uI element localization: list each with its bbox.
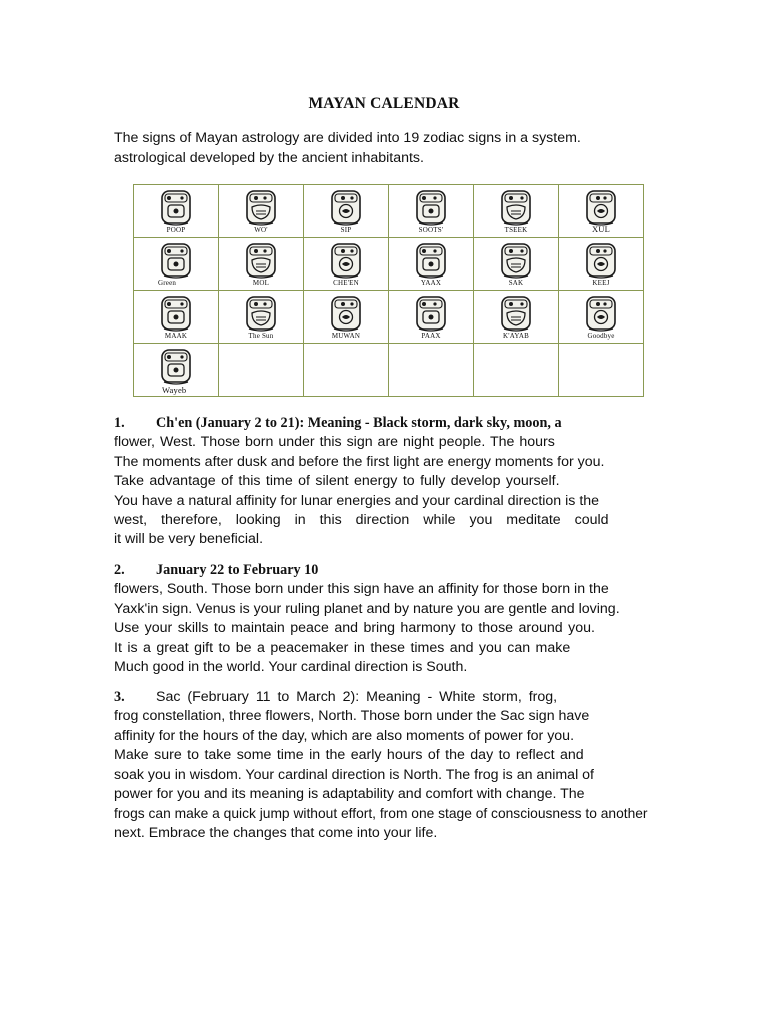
section-line: It is a great gift to be a peacemaker in these times and you can make <box>114 639 571 656</box>
glyph-cell <box>474 238 559 291</box>
glyph-cell <box>134 238 219 291</box>
section-heading <box>114 561 684 580</box>
glyph-label: WO' <box>254 226 268 234</box>
empty-cell <box>559 344 644 397</box>
glyph-label: The Sun <box>248 332 274 340</box>
document-title: MAYAN CALENDAR <box>308 95 460 112</box>
section-number: 1. <box>114 415 125 431</box>
section-line: power for you and its meaning is adaptability and comfort with change. The <box>114 786 585 803</box>
mayan-glyph-icon <box>243 295 279 333</box>
glyph-table-row <box>134 344 644 397</box>
mayan-glyph-icon <box>243 189 279 227</box>
glyph-cell <box>389 238 474 291</box>
glyph-label: Wayeb <box>162 385 187 395</box>
empty-cell <box>219 344 304 397</box>
mayan-glyph-icon <box>498 189 534 227</box>
glyph-label: MOL <box>252 279 270 287</box>
empty-cell <box>474 344 559 397</box>
glyph-label: TSEEK <box>504 226 528 234</box>
glyph-cell <box>304 291 389 344</box>
glyph-label: PAAX <box>421 332 441 340</box>
glyph-cell <box>219 238 304 291</box>
section-line: Make sure to take some time in the early hours of the day to reflect and <box>114 747 584 764</box>
section-chen <box>114 414 684 550</box>
glyph-cell <box>559 185 644 238</box>
glyph-label: Goodbye <box>587 332 615 340</box>
mayan-glyph-table <box>133 184 644 397</box>
mayan-glyph-icon <box>328 295 364 333</box>
glyph-cell <box>219 291 304 344</box>
glyph-table-row <box>134 291 644 344</box>
glyph-table-row <box>134 238 644 291</box>
section-line: soak you in wisdom. Your cardinal direction is North. The frog is an animal of <box>114 766 594 783</box>
section-line: flower, West. Those born under this sign are night people. The hours <box>114 434 555 451</box>
mayan-glyph-icon <box>158 348 194 386</box>
mayan-glyph-icon <box>583 189 619 227</box>
glyph-cell <box>559 291 644 344</box>
mayan-glyph-icon <box>328 242 364 280</box>
glyph-cell <box>474 291 559 344</box>
section-sac <box>114 688 684 843</box>
glyph-label: K'AYAB <box>503 332 529 340</box>
intro-line: The signs of Mayan astrology are divided into 19 zodiac signs in a system. <box>114 130 581 146</box>
glyph-cell <box>134 291 219 344</box>
glyph-label: SOOTS' <box>418 226 444 234</box>
glyph-cell <box>134 185 219 238</box>
section-line: Take advantage of this time of silent energy to fully develop yourself. <box>114 473 560 490</box>
section-number: 3. <box>114 689 125 705</box>
section-heading <box>114 414 684 433</box>
glyph-label: KEEJ <box>592 279 610 287</box>
section-line: affinity for the hours of the day, which are also moments of power for you. <box>114 727 575 744</box>
mayan-glyph-icon <box>583 242 619 280</box>
mayan-glyph-icon <box>328 189 364 227</box>
glyph-label: POOP <box>166 226 186 234</box>
section-line: Yaxk'in sign. Venus is your ruling planet and by nature you are gentle and loving. <box>114 600 620 617</box>
glyph-label: SAK <box>508 279 524 287</box>
section-line: frogs can make a quick jump without effort, from one stage of consciousness to another <box>114 806 648 822</box>
glyph-cell <box>134 344 219 397</box>
section-line: it will be very beneficial. <box>114 531 264 548</box>
section-line: frog constellation, three flowers, North. Those born under the Sac sign have <box>114 708 590 725</box>
glyph-label: MAAK <box>164 332 188 340</box>
mayan-glyph-icon <box>583 295 619 333</box>
intro-paragraph <box>114 128 674 168</box>
glyph-label: YAAX <box>420 279 442 287</box>
section-title: Sac (February 11 to March 2): Meaning - White storm, frog, <box>156 689 558 705</box>
mayan-glyph-icon <box>158 242 194 280</box>
mayan-glyph-icon <box>498 242 534 280</box>
glyph-cell <box>474 185 559 238</box>
glyph-label: Green <box>158 279 177 287</box>
mayan-glyph-icon <box>498 295 534 333</box>
section-heading <box>114 688 684 707</box>
glyph-cell <box>219 185 304 238</box>
section-title: January 22 to February 10 <box>156 562 319 578</box>
glyph-label: MUWAN <box>331 332 361 340</box>
glyph-table-row <box>134 185 644 238</box>
intro-line: astrological developed by the ancient inhabitants. <box>114 150 424 166</box>
section-line: flowers, South. Those born under this sign have an affinity for those born in the <box>114 581 609 598</box>
mayan-glyph-icon <box>413 242 449 280</box>
section-line: The moments after dusk and before the first light are energy moments for you. <box>114 453 605 470</box>
section-number: 2. <box>114 562 125 578</box>
mayan-glyph-icon <box>413 189 449 227</box>
section-line: west, therefore, looking in this direction while you meditate could <box>114 512 609 529</box>
section-title: Ch'en (January 2 to 21): Meaning - Black storm, dark sky, moon, a <box>156 415 562 431</box>
glyph-label: XUL <box>591 224 611 234</box>
section-line: next. Embrace the changes that come into your life. <box>114 824 438 841</box>
glyph-label: SIP <box>340 226 352 234</box>
empty-cell <box>304 344 389 397</box>
mayan-glyph-icon <box>158 295 194 333</box>
glyph-cell <box>304 185 389 238</box>
glyph-cell <box>389 185 474 238</box>
glyph-label: CHE'EN <box>333 279 359 287</box>
glyph-cell <box>559 238 644 291</box>
section-line: You have a natural affinity for lunar energies and your cardinal direction is the <box>114 492 600 509</box>
mayan-glyph-icon <box>243 242 279 280</box>
glyph-cell <box>304 238 389 291</box>
glyph-cell <box>389 291 474 344</box>
mayan-glyph-icon <box>158 189 194 227</box>
empty-cell <box>389 344 474 397</box>
section-january-22 <box>114 561 684 677</box>
section-line: Use your skills to maintain peace and bring harmony to those around you. <box>114 620 595 637</box>
mayan-glyph-icon <box>413 295 449 333</box>
section-line: Much good in the world. Your cardinal direction is South. <box>114 659 468 676</box>
